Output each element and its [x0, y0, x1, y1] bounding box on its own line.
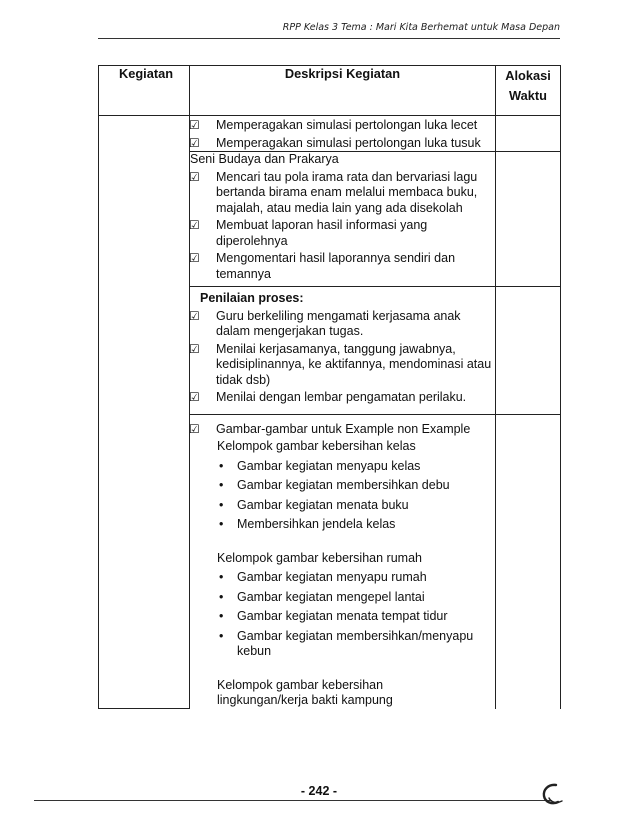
footer-rule — [34, 800, 552, 801]
swirl-logo-icon — [540, 782, 566, 808]
group-title: Kelompok gambar kebersihan kelas — [217, 439, 416, 453]
section-heading: Penilaian proses: — [200, 291, 304, 305]
list-item: ☑ Memperagakan simulasi pertolongan luka lecet — [190, 118, 495, 134]
header-deskripsi: Deskripsi Kegiatan — [190, 66, 496, 116]
header-alokasi-line2: Waktu — [509, 88, 547, 103]
checkbox-checked-icon — [189, 136, 207, 152]
list-item: ☑ Menilai kerjasamanya, tanggung jawabnya, kedisiplinannya, ke aktifannya, mendominasi atau tidak dsb) — [190, 342, 495, 389]
header-kegiatan: Kegiatan — [99, 66, 190, 116]
bullet-item: • Gambar kegiatan mengepel lantai — [190, 590, 495, 606]
list-item: ☑ Mencari tau pola irama rata dan bervariasi lagu bertanda birama enam melalui membaca buku, majalah, atau media lain yang ada disekolah — [190, 170, 495, 217]
bullet-item: • Gambar kegiatan membersihkan/menyapu kebun — [190, 629, 495, 660]
checkbox-checked-icon — [189, 422, 207, 438]
deskripsi-block-3 — [190, 287, 496, 415]
table-row — [99, 116, 561, 152]
header-alokasi — [496, 66, 561, 116]
bullet-item: • Gambar kegiatan menata buku — [190, 498, 495, 514]
running-header: RPP Kelas 3 Tema : Mari Kita Berhemat untuk Masa Depan — [282, 22, 560, 33]
deskripsi-block-4 — [190, 414, 496, 709]
group-title: Kelompok gambar kebersihan lingkungan/kerja bakti kampung — [217, 677, 393, 707]
checkbox-checked-icon — [189, 342, 207, 389]
alokasi-cell — [496, 414, 561, 709]
alokasi-cell — [496, 152, 561, 287]
group-title: Kelompok gambar kebersihan rumah — [217, 550, 422, 565]
deskripsi-block-2 — [190, 152, 496, 287]
page-number: - 242 - — [300, 784, 338, 798]
activity-table — [98, 65, 561, 709]
list-item: ☑ Guru berkeliling mengamati kerjasama anak dalam mengerjakan tugas. — [190, 309, 495, 340]
alokasi-cell — [496, 116, 561, 152]
alokasi-cell — [496, 287, 561, 415]
checkbox-checked-icon — [189, 170, 207, 217]
list-item: ☑ Membuat laporan hasil informasi yang diperolehnya — [190, 218, 495, 249]
bullet-item: • Gambar kegiatan membersihkan debu — [190, 478, 495, 494]
bullet-item: • Gambar kegiatan menyapu rumah — [190, 570, 495, 586]
deskripsi-block-1 — [190, 116, 496, 152]
checkbox-checked-icon — [189, 218, 207, 249]
checkbox-checked-icon — [189, 390, 207, 406]
header-rule — [98, 38, 560, 39]
table-header-row — [99, 66, 561, 116]
bullet-item: • Membersihkan jendela kelas — [190, 517, 495, 533]
checkbox-checked-icon — [189, 118, 207, 134]
bullet-item: • Gambar kegiatan menata tempat tidur — [190, 609, 495, 625]
section-heading: Seni Budaya dan Prakarya — [190, 152, 339, 166]
bullet-item: • Gambar kegiatan menyapu kelas — [190, 459, 495, 475]
list-item: ☑ Memperagakan simulasi pertolongan luka tusuk — [190, 136, 495, 152]
checkbox-checked-icon — [189, 251, 207, 282]
kegiatan-cell — [99, 116, 190, 709]
list-item: ☑ Menilai dengan lembar pengamatan perilaku. — [190, 390, 495, 406]
checkbox-checked-icon — [189, 309, 207, 340]
list-item: ☑ Mengomentari hasil laporannya sendiri dan temannya — [190, 251, 495, 282]
list-item: ☑ Gambar-gambar untuk Example non Example — [190, 422, 495, 438]
header-alokasi-line1: Alokasi — [505, 68, 551, 83]
